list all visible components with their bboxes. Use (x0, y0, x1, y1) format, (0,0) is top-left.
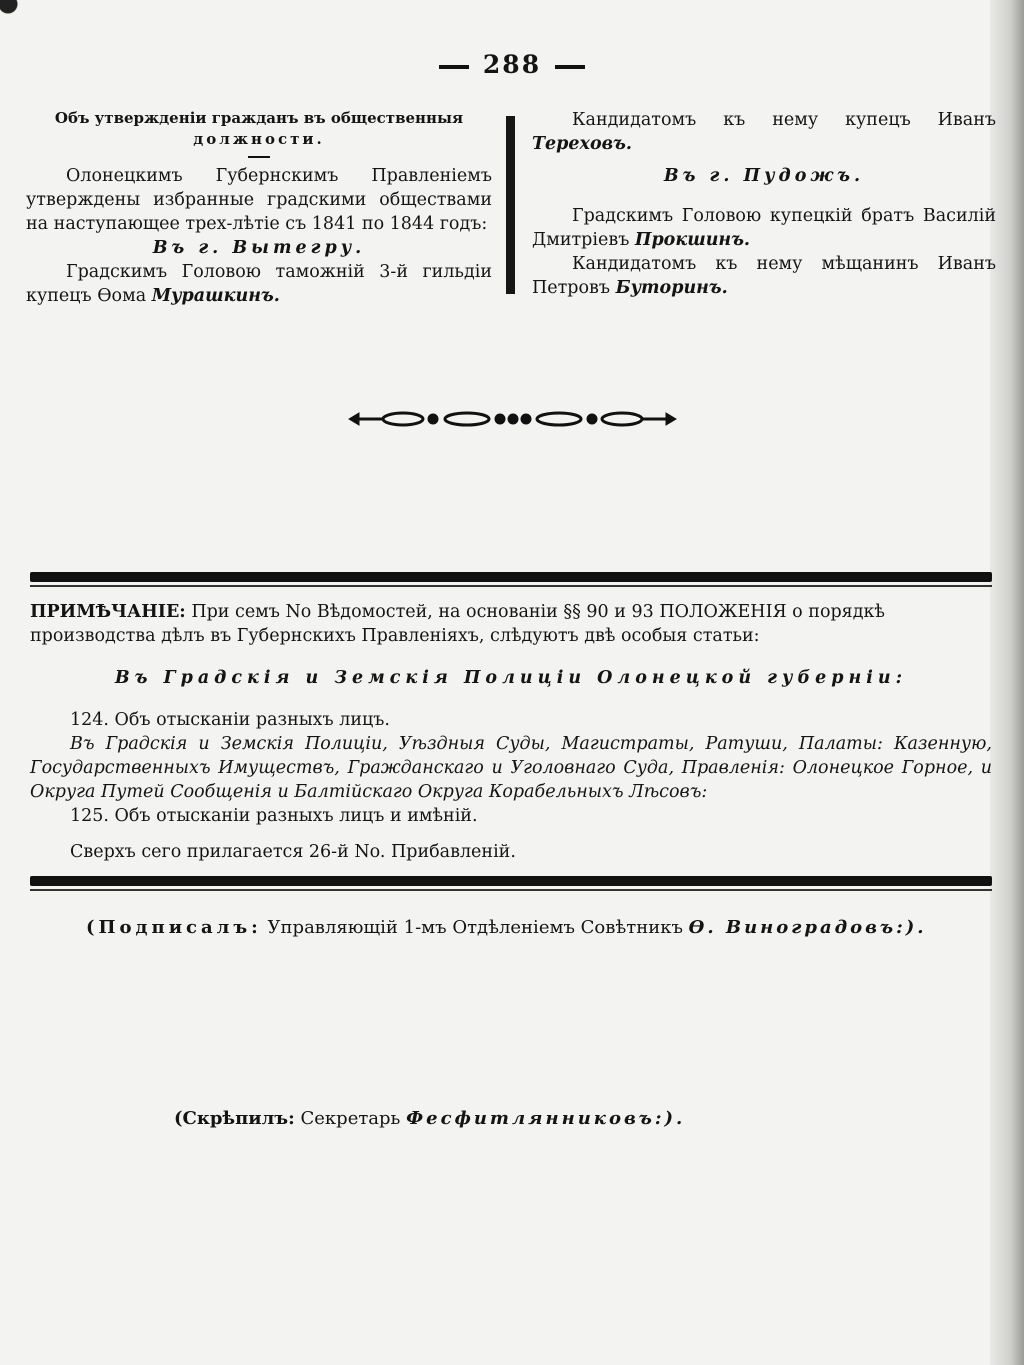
page-number: 288 (0, 50, 1024, 79)
left-heading-line1: Объ утвержденіи гражданъ въ общественныя (54, 109, 464, 127)
note-item-124: 124. Объ отысканіи разныхъ лицъ. (70, 710, 390, 730)
left-mayor: Градскимъ Головою таможній 3-й гильдіи купецъ Ѳома Мурашкинъ. (26, 262, 492, 306)
sealed-text: Секретарь (300, 1108, 401, 1129)
page-number-right-dash (555, 65, 585, 69)
note-block (30, 600, 992, 864)
heading-dash (248, 156, 270, 158)
right-candidate1: Кандидатомъ къ нему купецъ Иванъ Тереховъ. (532, 110, 996, 154)
note-item-125: 125. Объ отысканіи разныхъ лицъ и имѣній. (70, 806, 478, 826)
left-mayor-name: Мурашкинъ. (151, 286, 280, 306)
left-column (26, 108, 492, 308)
left-heading (26, 108, 492, 150)
ornament-leaf-3 (537, 413, 581, 425)
right-mayor: Градскимъ Головою купецкій братъ Василій Дмитріевъ Прокшинъ. (532, 206, 996, 250)
sealed-label: (Скрѣпилъ: (174, 1108, 295, 1129)
ornament-dot-5 (587, 414, 597, 424)
ornament-leaf-2 (445, 413, 489, 425)
left-town: Въ г. Вытегру. (152, 238, 366, 258)
ornament-dot-3 (508, 414, 518, 424)
rule-bottom (30, 876, 992, 886)
ornament-dot-2 (495, 414, 505, 424)
note-intro: ПРИМѢЧАНІЕ: При семъ No Вѣдомостей, на основаніи §§ 90 и 93 ПОЛОЖЕНІЯ о порядкѣ производства дѣлъ въ Губернскихъ Правленіяхъ, слѣдуютъ двѣ особыя статьи: (30, 602, 885, 646)
rule-top (30, 572, 992, 582)
signed-label: (Подписалъ: (86, 917, 262, 938)
column-divider (506, 116, 515, 294)
corner-ink-mark (0, 0, 38, 30)
signed-name: Ѳ. Виноградовъ:). (688, 917, 927, 938)
ornament-left-arrow (349, 413, 359, 425)
right-mayor-name: Прокшинъ. (634, 230, 751, 250)
right-town: Въ г. Пудожъ. (663, 166, 865, 186)
left-intro: Олонецкимъ Губернскимъ Правленіемъ утверждены избранные градскими обществами на наступающее трех-лѣтіе съ 1841 по 1844 годъ: (26, 166, 492, 234)
signed-line (86, 917, 927, 938)
note-recipients: Въ Градскія и Земскія Полиціи Олонецкой губерніи: (114, 668, 908, 688)
right-column (532, 108, 996, 300)
note-label: ПРИМѢЧАНІЕ: (30, 602, 186, 622)
ornament-right-leaf (602, 413, 642, 425)
ornament-dot-4 (521, 414, 531, 424)
right-candidate2: Кандидатомъ къ нему мѣщанинъ Иванъ Петровъ Буторинъ. (532, 254, 996, 298)
ornament-divider (345, 404, 680, 434)
ornament-left-leaf (383, 413, 423, 425)
ornament-right-arrow (666, 413, 676, 425)
sealed-line (174, 1108, 685, 1129)
page-number-left-dash (439, 65, 469, 69)
right-candidate1-name: Тереховъ. (532, 134, 632, 154)
sealed-name: Фесфитлянниковъ:). (406, 1108, 686, 1129)
ornament-dot-1 (428, 414, 438, 424)
right-candidate2-name: Буторинъ. (615, 278, 728, 298)
note-supplement: Сверхъ сего прилагается 26-й No. Прибавленій. (70, 842, 516, 862)
left-heading-line2: должности. (193, 130, 325, 148)
note-authorities: Въ Градскія и Земскія Полиціи, Уѣздныя Суды, Магистраты, Ратуши, Палаты: Казенную, Государственныхъ Имуществъ, Гражданскаго и Уголовнаго Суда, Правленія: Олонецкое Горное, и Округа Путей Сообщенія и Балтійскаго Округа Корабельныхъ Лѣсовъ: (30, 734, 992, 802)
signed-text: Управляющій 1-мъ Отдѣленіемъ Совѣтникъ (267, 917, 683, 938)
